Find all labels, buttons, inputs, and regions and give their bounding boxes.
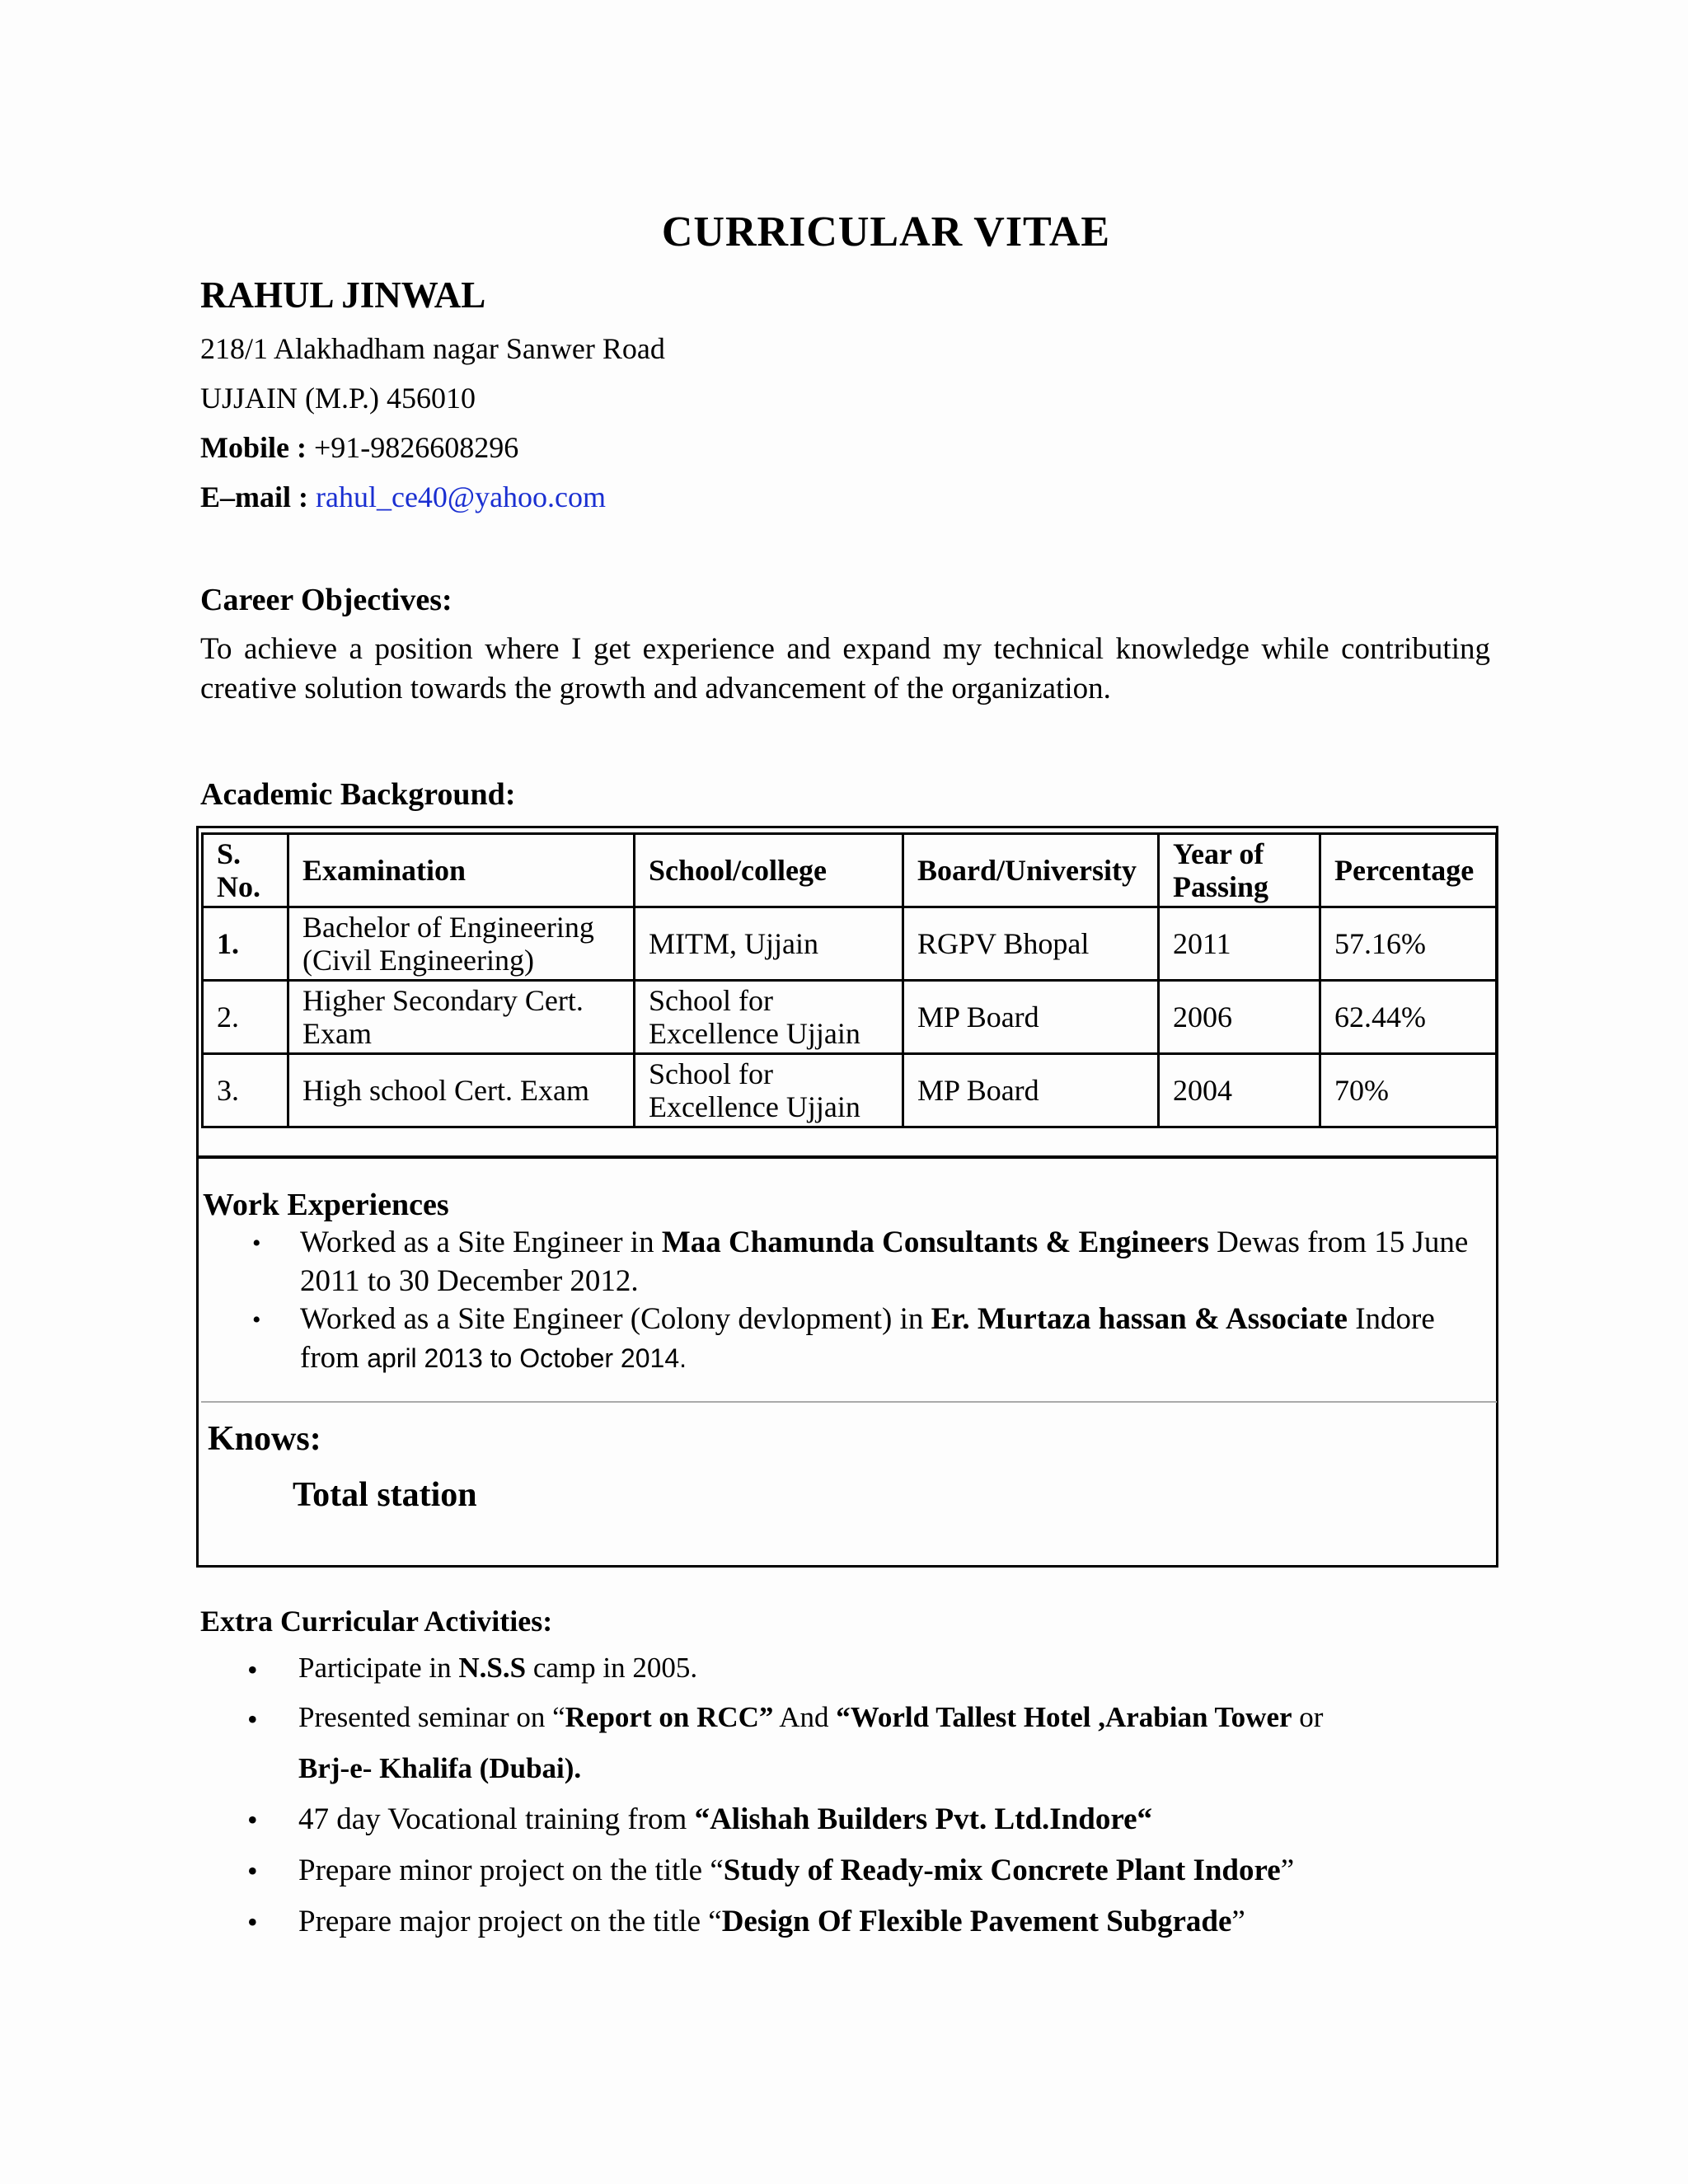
work-item-1-text: Worked as a Site Engineer in xyxy=(300,1226,662,1259)
row-examination: Higher Secondary Cert. Exam xyxy=(288,981,635,1054)
extra-item-4-bold: Study of Ready-mix Concrete Plant Indore xyxy=(723,1854,1281,1887)
work-item-1-details: Dewas from 15 June 2011 to 30 December 2012. xyxy=(300,1226,1469,1298)
extra-item-1-tail: camp in 2005. xyxy=(526,1652,698,1684)
row-year: 2006 xyxy=(1159,981,1320,1054)
document-title: CURRICULAR VITAE xyxy=(661,209,1111,255)
header-year: Year of Passing xyxy=(1159,834,1320,907)
extra-item-4-text: Prepare minor project on the title “ xyxy=(298,1854,724,1887)
work-bullet-1: • xyxy=(252,1230,261,1257)
extra-item-2-line-2: Brj-e- Khalifa (Dubai). xyxy=(298,1752,582,1784)
career-objectives-text: To achieve a position where I get experience and expand my technical knowledge while contributing creative solution towards the growth and advancement of the organization. xyxy=(200,632,1490,705)
work-item-2-text: Worked as a Site Engineer (Colony devlopment) in xyxy=(300,1302,931,1336)
header-percentage: Percentage xyxy=(1320,834,1497,907)
row-sno: 3. xyxy=(203,1054,288,1127)
extra-item-2-bold-1: Report on RCC” xyxy=(565,1701,774,1733)
table-header-row xyxy=(203,834,1497,907)
academic-background-heading: Academic Background: xyxy=(200,777,516,812)
career-objectives-heading: Career Objectives: xyxy=(200,583,452,617)
extra-item-2-and: And xyxy=(773,1701,837,1733)
address-line-1: 218/1 Alakhadham nagar Sanwer Road xyxy=(200,332,665,365)
extra-bullet-2: • xyxy=(247,1703,258,1736)
row-board: MP Board xyxy=(903,1054,1159,1127)
extra-bullet-5: • xyxy=(247,1905,258,1938)
work-experiences-heading: Work Experiences xyxy=(203,1188,449,1222)
extra-item-4-tail: ” xyxy=(1280,1854,1295,1887)
extra-item-4 xyxy=(298,1853,1294,1888)
row-school: MITM, Ujjain xyxy=(635,907,903,981)
extra-bullet-1: • xyxy=(247,1653,258,1686)
extra-item-1-text: Participate in xyxy=(298,1652,459,1684)
extra-item-5 xyxy=(298,1904,1245,1939)
row-percentage: 62.44% xyxy=(1320,981,1497,1054)
extra-bullet-3: • xyxy=(247,1803,258,1836)
email-link[interactable]: rahul_ce40@yahoo.com xyxy=(316,480,607,513)
work-item-2-location: Indore from xyxy=(300,1302,1435,1375)
knows-heading: Knows: xyxy=(208,1420,321,1458)
extra-item-3-bold: “Alishah Builders Pvt. Ltd.Indore“ xyxy=(694,1802,1153,1836)
email-line xyxy=(200,480,606,514)
mobile-line xyxy=(200,430,518,465)
header-sno: S. No. xyxy=(203,834,288,907)
extra-bullet-4: • xyxy=(247,1854,258,1887)
header-school: School/college xyxy=(635,834,903,907)
work-item-1-company: Maa Chamunda Consultants & Engineers xyxy=(661,1226,1209,1259)
table-row xyxy=(203,981,1497,1054)
row-examination: High school Cert. Exam xyxy=(288,1054,635,1127)
extra-item-1 xyxy=(298,1652,697,1685)
extra-item-3-text: 47 day Vocational training from xyxy=(298,1802,695,1836)
row-sno: 2. xyxy=(203,981,288,1054)
mobile-value: +91-9826608296 xyxy=(313,431,519,464)
row-school: School for Excellence Ujjain xyxy=(635,981,903,1054)
work-item-2-dates: april 2013 to October 2014. xyxy=(367,1343,687,1373)
row-board: MP Board xyxy=(903,981,1159,1054)
email-label: E–mail : xyxy=(200,480,308,513)
row-percentage: 70% xyxy=(1320,1054,1497,1127)
extra-item-2 xyxy=(298,1701,1323,1734)
row-year: 2004 xyxy=(1159,1054,1320,1127)
address-line-2: UJJAIN (M.P.) 456010 xyxy=(200,382,476,415)
table-row xyxy=(203,907,1497,981)
row-examination: Bachelor of Engineering (Civil Engineering) xyxy=(288,907,635,981)
row-school: School for Excellence Ujjain xyxy=(635,1054,903,1127)
academic-table xyxy=(201,832,1498,1128)
extra-item-3 xyxy=(298,1802,1152,1837)
extra-item-5-tail: ” xyxy=(1231,1905,1245,1938)
row-year: 2011 xyxy=(1159,907,1320,981)
table-spacer-row xyxy=(198,1119,1497,1159)
extra-item-1-bold: N.S.S xyxy=(458,1652,527,1684)
table-row xyxy=(203,1054,1497,1127)
mobile-label: Mobile : xyxy=(200,431,307,464)
extra-item-2-text: Presented seminar on “ xyxy=(298,1701,565,1733)
extra-item-5-text: Prepare major project on the title “ xyxy=(298,1905,722,1938)
candidate-name: RAHUL JINWAL xyxy=(200,274,486,316)
knows-item: Total station xyxy=(293,1476,477,1514)
row-percentage: 57.16% xyxy=(1320,907,1497,981)
work-item-1 xyxy=(300,1223,1470,1301)
work-item-2-company: Er. Murtaza hassan & Associate xyxy=(931,1302,1348,1336)
work-item-2 xyxy=(300,1300,1470,1378)
work-bullet-2: • xyxy=(252,1306,261,1333)
knows-divider xyxy=(201,1401,1497,1403)
row-board: RGPV Bhopal xyxy=(903,907,1159,981)
extra-item-5-bold: Design Of Flexible Pavement Subgrade xyxy=(721,1905,1232,1938)
header-examination: Examination xyxy=(288,834,635,907)
extra-item-2-bold-2: “World Tallest Hotel ,Arabian Tower xyxy=(836,1701,1292,1733)
extra-curricular-heading: Extra Curricular Activities: xyxy=(200,1605,553,1638)
header-board: Board/University xyxy=(903,834,1159,907)
row-sno: 1. xyxy=(203,907,288,981)
extra-item-2-tail: or xyxy=(1292,1701,1324,1733)
